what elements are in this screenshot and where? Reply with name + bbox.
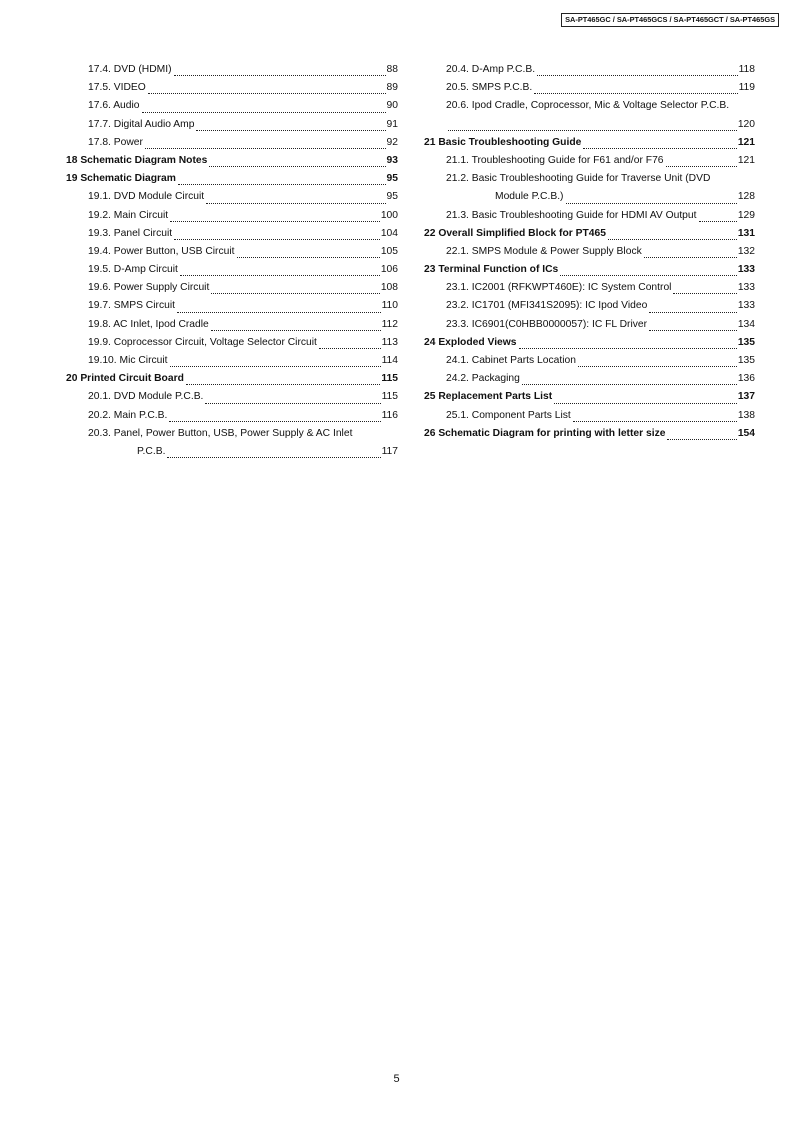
- toc-subsection-entry[interactable]: [424, 316, 755, 334]
- toc-left-column: [66, 61, 398, 461]
- toc-subsection-entry[interactable]: [424, 243, 755, 261]
- toc-page-number: 114: [381, 355, 398, 366]
- dot-leader: [180, 274, 380, 276]
- dot-leader: [560, 274, 737, 276]
- toc-subsection-entry[interactable]: [66, 134, 398, 152]
- toc-subsection-entry[interactable]: [424, 61, 755, 79]
- dot-leader: [237, 256, 380, 258]
- toc-page-number: 133: [737, 264, 755, 276]
- toc-subsection-entry[interactable]: [66, 425, 398, 461]
- toc-page-number: 133: [737, 300, 755, 312]
- toc-subsection-entry[interactable]: [424, 352, 755, 370]
- toc-entry-title: 17.8. Power: [88, 136, 143, 148]
- dot-leader: [537, 74, 737, 76]
- model-number-header: SA-PT465GC / SA-PT465GCS / SA-PT465GCT / SA-PT465GS: [561, 13, 779, 27]
- toc-page-number: 90: [386, 100, 398, 112]
- dot-leader: [583, 147, 736, 149]
- dot-leader: [167, 456, 380, 458]
- dot-leader: [667, 438, 736, 440]
- toc-page-number: 91: [386, 118, 398, 130]
- toc-entry-title: 20.4. D-Amp P.C.B.: [446, 64, 536, 75]
- toc-page-number: 129: [737, 209, 755, 221]
- dot-leader: [554, 402, 737, 404]
- toc-section-entry[interactable]: [424, 225, 755, 243]
- dot-leader: [644, 256, 737, 258]
- toc-entry-title: 22.1. SMPS Module & Power Supply Block: [446, 245, 642, 257]
- dot-leader: [608, 238, 737, 240]
- dot-leader: [170, 220, 380, 222]
- toc-entry-title: 23.2. IC1701 (MFI341S2095): IC Ipod Video: [446, 300, 648, 312]
- toc-entry-title: 18 Schematic Diagram Notes: [66, 154, 208, 166]
- toc-entry-title: 23 Terminal Function of ICs: [424, 264, 559, 276]
- toc-page-number: 136: [737, 373, 755, 385]
- toc-page-number: 137: [737, 391, 755, 403]
- toc-entry-title: 21.2. Basic Troubleshooting Guide for Traverse Unit (DVD: [446, 173, 711, 185]
- toc-page-number: 112: [381, 318, 398, 330]
- toc-page-number: 100: [380, 209, 398, 221]
- toc-subsection-entry[interactable]: [424, 97, 755, 133]
- toc-entry-title: 21.1. Troubleshooting Guide for F61 and/or F76: [446, 154, 664, 166]
- dot-leader: [174, 238, 380, 240]
- dot-leader: [448, 129, 737, 131]
- toc-page-number: 134: [737, 318, 755, 330]
- dot-leader: [522, 383, 737, 385]
- toc-page-number: 88: [386, 64, 398, 75]
- dot-leader: [196, 129, 385, 131]
- toc-subsection-entry[interactable]: [66, 116, 398, 134]
- toc-entry-title: 20.3. Panel, Power Button, USB, Power Supply & AC Inlet: [88, 427, 353, 439]
- toc-section-entry[interactable]: [424, 134, 755, 152]
- toc-subsection-entry[interactable]: [424, 297, 755, 315]
- toc-page-number: 95: [386, 191, 398, 203]
- toc-subsection-entry[interactable]: [66, 61, 398, 79]
- toc-page-number: 133: [737, 282, 755, 294]
- dot-leader: [566, 202, 737, 204]
- toc-entry-title: 17.7. Digital Audio Amp: [88, 118, 195, 130]
- toc-entry-title: 19.6. Power Supply Circuit: [88, 282, 210, 294]
- toc-entry-title: 24 Exploded Views: [424, 336, 517, 348]
- toc-subsection-entry[interactable]: [66, 207, 398, 225]
- toc-entry-title: 19.1. DVD Module Circuit: [88, 191, 205, 203]
- toc-subsection-entry[interactable]: [424, 152, 755, 170]
- toc-page-number: 154: [737, 427, 755, 439]
- toc-entry-title: 19 Schematic Diagram: [66, 173, 176, 185]
- dot-leader: [178, 183, 386, 185]
- toc-page-number: 135: [737, 355, 755, 367]
- toc-entry-title: 19.3. Panel Circuit: [88, 227, 173, 239]
- toc-section-entry[interactable]: [66, 370, 398, 388]
- toc-subsection-entry[interactable]: [66, 297, 398, 315]
- toc-section-entry[interactable]: [66, 152, 398, 170]
- dot-leader: [177, 311, 381, 313]
- toc-page-number: 131: [737, 227, 755, 239]
- toc-page-number: 113: [381, 336, 398, 348]
- toc-subsection-entry[interactable]: [424, 207, 755, 225]
- dot-leader: [211, 292, 379, 294]
- dot-leader: [211, 329, 381, 331]
- toc-entry-title: 20 Printed Circuit Board: [66, 373, 184, 385]
- dot-leader: [205, 402, 380, 404]
- toc-subsection-entry[interactable]: [424, 370, 755, 388]
- toc-subsection-entry[interactable]: [66, 279, 398, 297]
- toc-subsection-entry[interactable]: [66, 407, 398, 425]
- toc-entry-title: 21 Basic Troubleshooting Guide: [424, 136, 582, 148]
- dot-leader: [666, 165, 737, 167]
- toc-page-number: 117: [381, 445, 398, 457]
- dot-leader: [209, 165, 385, 167]
- toc-entry-title-continued: Module P.C.B.): [495, 191, 564, 203]
- toc-entry-title: 19.5. D-Amp Circuit: [88, 264, 178, 276]
- toc-entry-title-continued: P.C.B.: [137, 445, 166, 457]
- toc-page-number: 93: [386, 154, 398, 166]
- toc-page-number: 110: [381, 300, 398, 312]
- toc-entry-title: 19.9. Coprocessor Circuit, Voltage Selector Circuit: [88, 336, 317, 348]
- toc-page-number: 95: [386, 173, 398, 185]
- toc-subsection-entry[interactable]: [424, 407, 755, 425]
- toc-section-entry[interactable]: [424, 334, 755, 352]
- dot-leader: [534, 92, 737, 94]
- dot-leader: [169, 420, 380, 422]
- toc-entry-title: 23.3. IC6901(C0HBB0000057): IC FL Driver: [446, 318, 648, 330]
- page-number: 5: [393, 1073, 400, 1085]
- dot-leader: [649, 311, 737, 313]
- toc-page-number: 118: [738, 64, 755, 75]
- toc-entry-title: 22 Overall Simplified Block for PT465: [424, 227, 606, 239]
- toc-page-number: 132: [737, 245, 755, 257]
- toc-section-entry[interactable]: [66, 170, 398, 188]
- toc-subsection-entry[interactable]: [424, 279, 755, 297]
- toc-entry-title: 19.8. AC Inlet, Ipod Cradle: [88, 318, 209, 330]
- toc-page-number: 128: [737, 191, 755, 203]
- toc-page-number: 108: [380, 282, 398, 294]
- toc-entry-title: 19.10. Mic Circuit: [88, 355, 168, 366]
- toc-page-number: 115: [381, 373, 398, 385]
- toc-page-number: 104: [380, 227, 398, 239]
- dot-leader: [170, 365, 381, 367]
- toc-right-column: [424, 61, 755, 443]
- toc-entry-title: 17.6. Audio: [88, 100, 140, 112]
- dot-leader: [673, 292, 736, 294]
- toc-subsection-entry[interactable]: [424, 79, 755, 97]
- dot-leader: [145, 147, 386, 149]
- toc-subsection-entry[interactable]: [66, 316, 398, 334]
- toc-subsection-entry[interactable]: [66, 188, 398, 206]
- toc-entry-title: 19.7. SMPS Circuit: [88, 300, 175, 312]
- dot-leader: [519, 347, 737, 349]
- toc-subsection-entry[interactable]: [66, 97, 398, 115]
- toc-page-number: 115: [381, 391, 398, 403]
- dot-leader: [186, 383, 381, 385]
- toc-entry-title: 25.1. Component Parts List: [446, 409, 571, 421]
- toc-subsection-entry[interactable]: [66, 352, 398, 370]
- toc-entry-title: 24.2. Packaging: [446, 373, 520, 385]
- dot-leader: [649, 329, 737, 331]
- toc-entry-title: 21.3. Basic Troubleshooting Guide for HDMI AV Output: [446, 209, 697, 221]
- toc-page-number: 120: [737, 118, 755, 130]
- dot-leader: [206, 202, 385, 204]
- toc-entry-title: 19.2. Main Circuit: [88, 209, 169, 221]
- toc-section-entry[interactable]: [424, 425, 755, 443]
- toc-section-entry[interactable]: [424, 261, 755, 279]
- dot-leader: [578, 365, 737, 367]
- toc-entry-title: 24.1. Cabinet Parts Location: [446, 355, 576, 367]
- dot-leader: [699, 220, 737, 222]
- toc-page-number: 106: [380, 264, 398, 276]
- toc-page-number: 121: [737, 136, 755, 148]
- toc-page-number: 116: [381, 409, 398, 421]
- toc-entry-title: 17.4. DVD (HDMI): [88, 64, 172, 75]
- toc-page-number: 92: [386, 136, 398, 148]
- toc-page-number: 121: [737, 154, 755, 166]
- toc-page-number: 105: [380, 245, 398, 257]
- toc-subsection-entry[interactable]: [66, 388, 398, 406]
- toc-section-entry[interactable]: [424, 388, 755, 406]
- toc-entry-title: 25 Replacement Parts List: [424, 391, 553, 403]
- toc-entry-title: 20.6. Ipod Cradle, Coprocessor, Mic & Voltage Selector P.C.B.: [446, 100, 730, 112]
- toc-page-number: 135: [737, 336, 755, 348]
- toc-entry-title: 23.1. IC2001 (RFKWPT460E): IC System Control: [446, 282, 672, 294]
- toc-page-number: 119: [738, 82, 755, 94]
- toc-entry-title: 20.5. SMPS P.C.B.: [446, 82, 533, 94]
- dot-leader: [174, 74, 386, 76]
- toc-subsection-entry[interactable]: [66, 79, 398, 97]
- dot-leader: [319, 347, 381, 349]
- toc-page-number: 138: [737, 409, 755, 421]
- toc-entry-title: 20.2. Main P.C.B.: [88, 409, 168, 421]
- dot-leader: [142, 111, 386, 113]
- dot-leader: [148, 92, 386, 94]
- toc-subsection-entry[interactable]: [66, 261, 398, 279]
- toc-entry-title: 19.4. Power Button, USB Circuit: [88, 245, 235, 257]
- toc-entry-title: 20.1. DVD Module P.C.B.: [88, 391, 204, 403]
- toc-subsection-entry[interactable]: [66, 243, 398, 261]
- toc-entry-title: 17.5. VIDEO: [88, 82, 146, 94]
- toc-subsection-entry[interactable]: [66, 225, 398, 243]
- dot-leader: [573, 420, 737, 422]
- toc-subsection-entry[interactable]: [66, 334, 398, 352]
- toc-subsection-entry[interactable]: [424, 170, 755, 206]
- toc-entry-title: 26 Schematic Diagram for printing with letter size: [424, 427, 666, 439]
- toc-page-number: 89: [386, 82, 398, 94]
